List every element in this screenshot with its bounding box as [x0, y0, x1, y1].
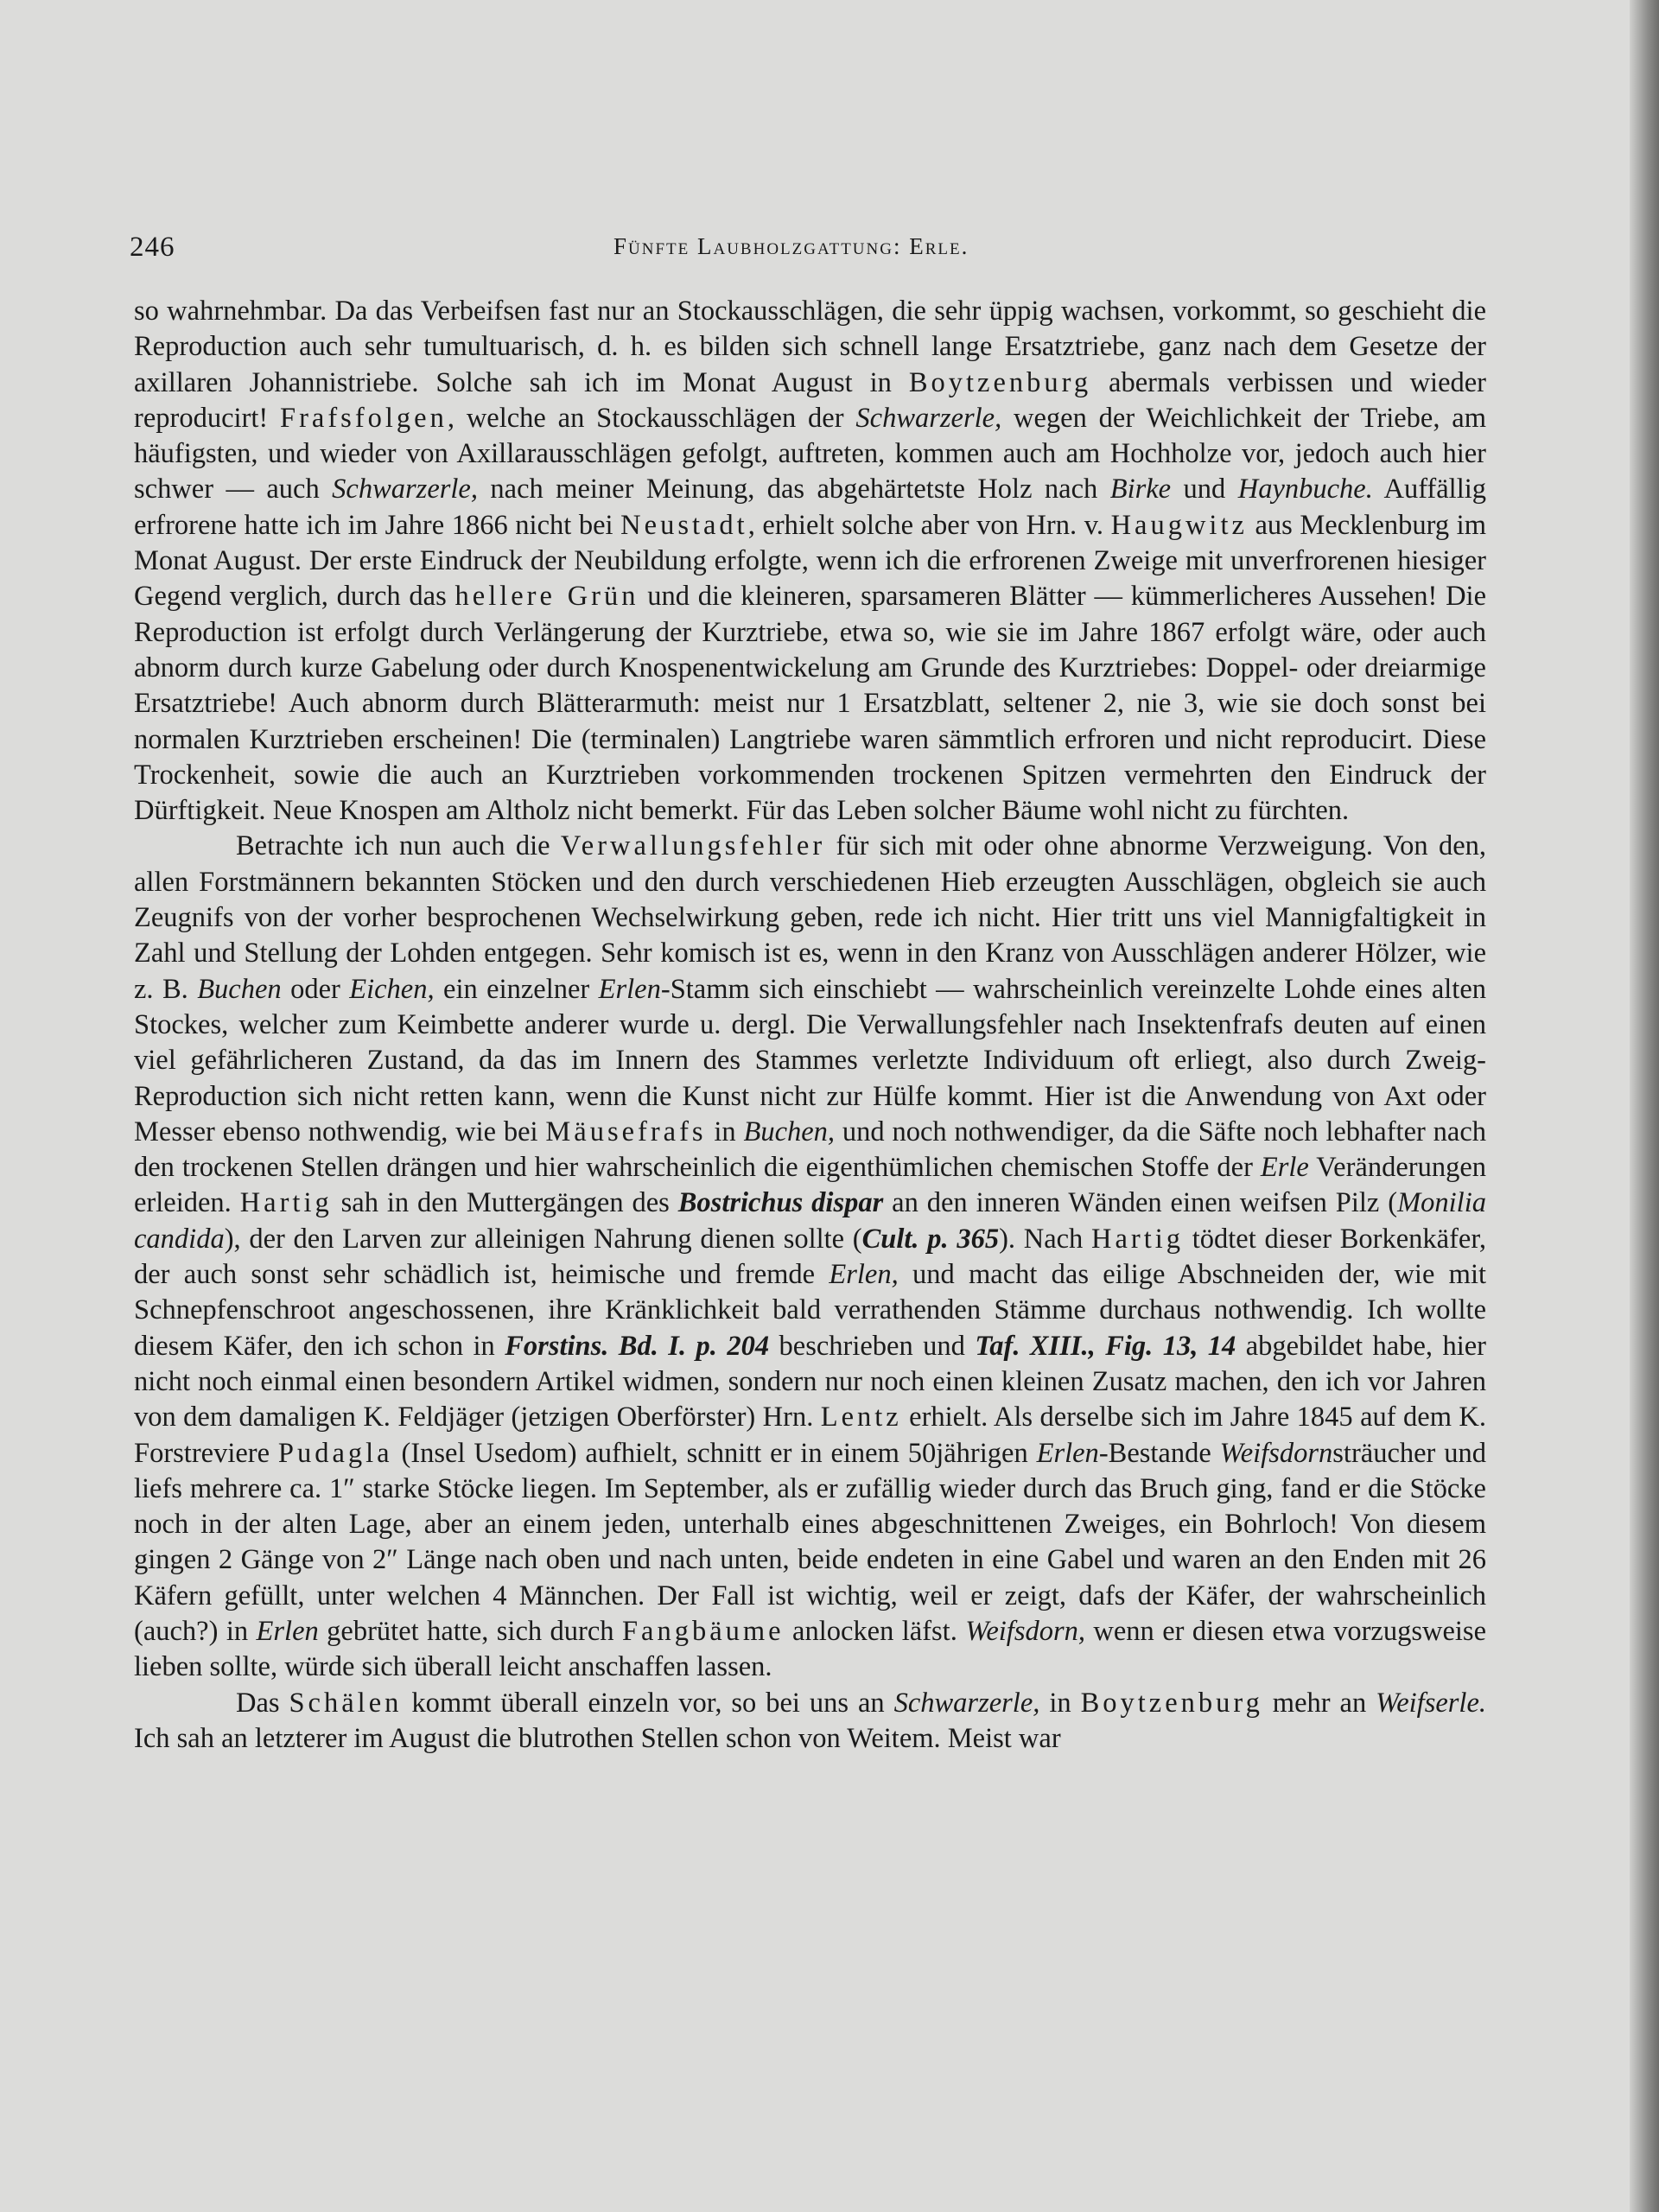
- text-run: beschrieben und: [769, 1330, 976, 1362]
- text-run: sträucher und liefs mehrere ca. 1″ starke Stöcke liegen. Im September, als er zufällig wieder durch das Bruch ging, fand er die Stöcke noch in der alten Lage, aber an einem jeden, unterhalb eines abgeschnittenen Zweiges, ein Bohrloch! Von diesem gingen 2 Gänge von 2″ Länge nach oben und nach unten, beide endeten in eine Gabel und waren an den Enden mit 26 Käfern gefüllt, unter welchen 4 Männchen. Der Fall ist wichtig, weil er zeigt, dafs der Käfer, der wahrscheinlich (auch?) in: [134, 1437, 1486, 1647]
- paragraph: [134, 1686, 1486, 1758]
- text-run: abgebildet habe, hier nicht noch einmal einen besondern Artikel widmen, sondern nur noch einen kleinen Zusatz machen, den ich vor Jahren von dem damaligen K. Feldjäger (jetzigen Oberförster) Hrn.: [134, 1330, 1486, 1433]
- text-run: -Bestande: [1098, 1437, 1220, 1469]
- text-run: wenn er diesen etwa vorzugsweise lieben sollte, würde sich überall leicht anschaffen lassen.: [134, 1615, 1486, 1683]
- text-run-spaced: Boytzenburg: [908, 366, 1092, 398]
- text-run-spaced: Verwallungsfehler: [560, 830, 826, 862]
- text-run-bi: Cult. p. 365: [861, 1223, 1000, 1255]
- text-run-spaced: Hartig: [239, 1187, 333, 1219]
- text-run: , welche an Stockausschlägen der: [447, 402, 856, 434]
- text-run: in: [706, 1116, 744, 1147]
- text-run-bi: Forstins. Bd. I. p. 204: [505, 1330, 770, 1362]
- text-run-it: Schwarzerle,: [855, 402, 1002, 434]
- text-run-bi: Bostrichus dispar: [677, 1187, 884, 1219]
- text-run-bi: Taf. XIII., Fig. 13, 14: [975, 1330, 1236, 1362]
- text-run: ), der den Larven zur alleinigen Nahrung dienen sollte (: [224, 1223, 862, 1255]
- paragraph: [134, 829, 1486, 1685]
- text-run: aus Mecklenburg im Monat August. Der erste Eindruck der Neubildung erfolgte, wenn ich die erfrorenen Zweige mit unverfrorenen hiesiger Gegend verglich, durch das: [134, 509, 1486, 613]
- text-run-it: Erlen: [256, 1615, 319, 1647]
- text-run: (Insel Usedom) aufhielt, schnitt er in einem 50jährigen: [392, 1437, 1037, 1469]
- text-run: an den inneren Wänden einen weifsen Pilz (: [883, 1187, 1398, 1219]
- text-run: Veränderungen erleiden.: [134, 1152, 1486, 1219]
- text-run: Ich sah an letzterer im August die blutrothen Stellen schon von Weitem. Meist war: [134, 1722, 1061, 1754]
- body-text: [134, 294, 1486, 1757]
- page-header: [130, 232, 1486, 271]
- text-run-it: Schwarzerle,: [893, 1687, 1040, 1719]
- text-run-spaced: Frafsfolgen: [280, 402, 448, 434]
- text-run-it: Erlen,: [829, 1259, 899, 1291]
- text-run: sah in den Muttergängen des: [332, 1187, 678, 1219]
- text-run-spaced: Mäusefrafs: [545, 1116, 707, 1147]
- text-run: und macht das eilige Abschneiden der, wie mit Schnepfenschroot angeschossenen, ihre Kränklichkeit bald verrathenden Stämme durchaus nothwendig. Ich wollte diesem Käfer, den ich schon in: [134, 1259, 1487, 1362]
- page-number: 246: [130, 232, 175, 263]
- text-run: Auffällig erfrorene hatte ich im Jahre 1866 nicht bei: [134, 474, 1487, 541]
- text-run: abermals verbissen und wieder reproducirt!: [134, 366, 1486, 434]
- text-run-it: Erle: [1260, 1152, 1309, 1184]
- text-run-it: Eichen,: [349, 973, 435, 1005]
- text-run-spaced: Pudagla: [277, 1437, 393, 1469]
- text-run: für sich mit oder ohne abnorme Verzweigung. Von den, allen Forstmännern bekannten Stöcken und den durch verschiedenen Hieb erzeugten Ausschlägen, obgleich sie auch Zeugnifs von der vorher besprochenen Wechselwirkung geben, rede ich nicht. Hier tritt uns viel Mannigfaltigkeit in Zahl und Stellung der Lohden entgegen. Sehr komisch ist es, wenn in den Kranz von Ausschlägen anderer Hölzer, wie z. B.: [134, 830, 1486, 1005]
- paragraph: [134, 294, 1486, 829]
- text-run: anlocken läfst.: [784, 1615, 966, 1647]
- text-run-it: Weifserle.: [1376, 1687, 1487, 1719]
- text-run-it: Erlen: [1036, 1437, 1099, 1469]
- text-run: gebrütet hatte, sich durch: [318, 1615, 622, 1647]
- text-run: ). Nach: [999, 1223, 1092, 1255]
- text-run: und die kleineren, sparsameren Blätter — kümmerlicheres Aussehen! Die Reproduction ist erfolgt durch Verlängerung der Kurztriebe, etwa so, wie sie im Jahre 1867 erfolgt wäre, oder auch abnorm durch kurze Gabelung oder durch Knospenentwickelung am Grunde des Kurztriebes: Doppel- oder dreiarmige Ersatztriebe! Auch abnorm durch Blätterarmuth: meist nur 1 Ersatzblatt, seltener 2, nie 3, wie sie doch sonst bei normalen Kurztrieben erscheinen! Die (terminalen) Langtriebe waren sämmtlich erfroren und nicht reproducirt. Diese Trockenheit, sowie die auch an Kurztrieben vorkommenden trockenen Spitzen vermehrten den Eindruck der Dürftigkeit. Neue Knospen am Altholz nicht bemerkt. Für das Leben solcher Bäume wohl nicht zu fürchten.: [134, 581, 1486, 827]
- text-run-it: Weifsdorn,: [965, 1615, 1085, 1647]
- text-run-it: Haynbuche.: [1237, 474, 1373, 505]
- text-run: , erhielt solche aber von Hrn. v.: [747, 509, 1111, 541]
- text-run-spaced: Haugwitz: [1110, 509, 1248, 541]
- text-run: und: [1171, 474, 1238, 505]
- text-run: nach meiner Meinung, das abgehärtetste Holz nach: [477, 474, 1110, 505]
- text-run: -Stamm sich einschiebt — wahrscheinlich vereinzelte Lohde eines alten Stockes, welcher zum Keimbette anderer wurde u. dergl. Die Verwallungsfehler nach Insektenfrafs deuten auf einen viel gefährlicheren Zustand, da das im Innern des Stammes verletzte Individuum oft erliegt, also durch Zweig-Reproduction sich nicht retten kann, wenn die Kunst nicht zur Hülfe kommt. Hier ist die Anwendung von Axt oder Messer ebenso nothwendig, wie bei: [134, 973, 1486, 1147]
- text-run: Betrachte ich nun auch die: [236, 830, 561, 862]
- text-run: ein einzelner: [434, 973, 599, 1005]
- text-run-spaced: Schälen: [289, 1687, 403, 1719]
- text-run-it: Buchen: [197, 973, 282, 1005]
- page-edge-shadow: [1630, 0, 1659, 2212]
- text-run: mehr an: [1262, 1687, 1376, 1719]
- text-run-it: Weifsdorn: [1219, 1437, 1333, 1469]
- text-run-it: Schwarzerle,: [332, 474, 478, 505]
- text-run: und noch nothwendiger, da die Säfte noch lebhafter nach den trockenen Stellen drängen und hier wahrscheinlich die eigenthümlichen chemischen Stoffe der: [134, 1116, 1486, 1184]
- text-run-it: Monilia candida: [134, 1187, 1486, 1255]
- text-run: wegen der Weichlichkeit der Triebe, am häufigsten, und wieder von Axillarausschlägen gefolgt, auftreten, kommen auch am Hochholze vor, jedoch auch hier schwer — auch: [134, 402, 1486, 505]
- running-title: Fünfte Laubholzgattung: Erle.: [613, 233, 969, 259]
- text-run: oder: [281, 973, 350, 1005]
- text-run-spaced: hellere Grün: [454, 581, 639, 613]
- text-run: tödtet dieser Borkenkäfer, der auch sonst sehr schädlich ist, heimische und fremde: [134, 1223, 1486, 1291]
- text-run-it: Erlen: [598, 973, 661, 1005]
- text-run-it: Buchen,: [743, 1116, 836, 1147]
- text-run: in: [1039, 1687, 1081, 1719]
- text-run: so wahrnehmbar. Da das Verbeifsen fast nur an Stockausschlägen, die sehr üppig wachsen, vorkommt, so geschieht die Reproduction auch sehr tumultuarisch, d. h. es bilden sich schnell lange Ersatztriebe, ganz nach dem Gesetze der axillaren Johannistriebe. Solche sah ich im Monat August in: [134, 296, 1486, 398]
- text-run-it: Birke: [1109, 474, 1172, 505]
- text-run-spaced: Hartig: [1091, 1223, 1185, 1255]
- text-run-spaced: Boytzenburg: [1080, 1687, 1263, 1719]
- text-run-spaced: Lentz: [820, 1402, 902, 1433]
- text-run-spaced: Neustadt: [620, 509, 748, 541]
- text-run-spaced: Fangbäume: [621, 1615, 785, 1647]
- text-run: erhielt. Als derselbe sich im Jahre 1845 auf dem K. Forstreviere: [134, 1402, 1486, 1469]
- text-run: kommt überall einzeln vor, so bei uns an: [402, 1687, 894, 1719]
- text-run: Das: [236, 1687, 289, 1719]
